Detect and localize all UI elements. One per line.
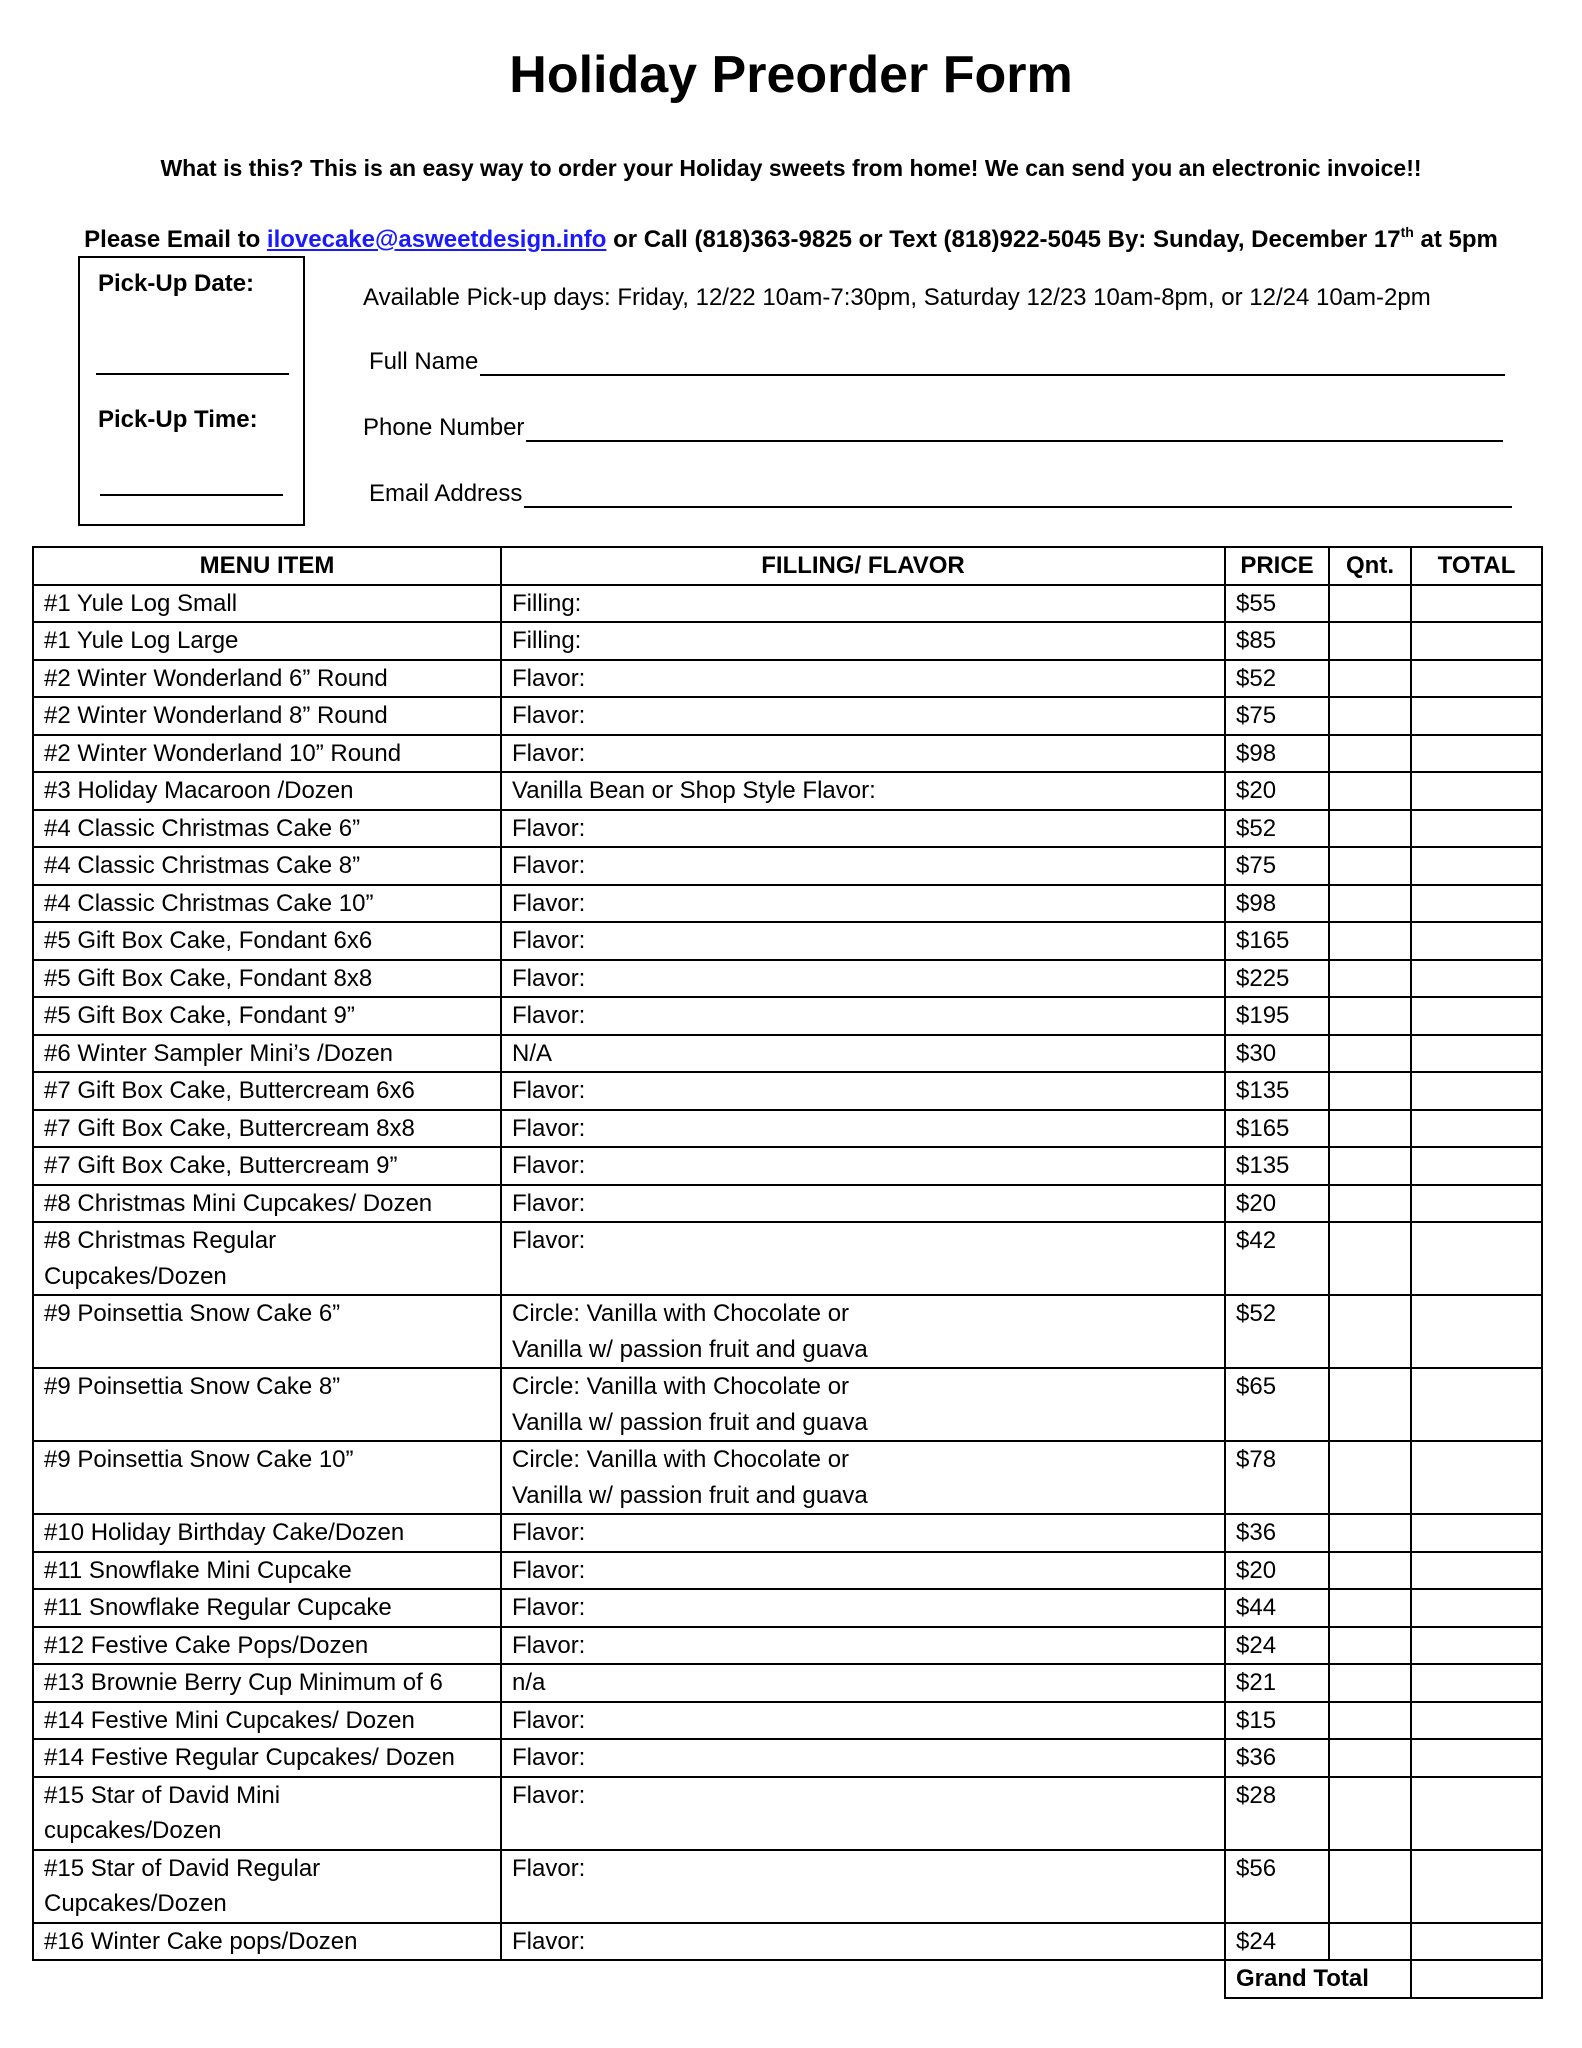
menu-item-cell (33, 922, 501, 960)
flavor-text: Flavor: (512, 1077, 586, 1104)
flavor-cell[interactable] (501, 1110, 1225, 1148)
total-cell[interactable] (1411, 622, 1542, 660)
total-cell[interactable] (1411, 1295, 1542, 1368)
header-price: PRICE (1225, 547, 1329, 585)
table-row (33, 1552, 1542, 1590)
total-cell[interactable] (1411, 697, 1542, 735)
table-row (33, 1072, 1542, 1110)
table-row (33, 1222, 1542, 1295)
price-cell: $24 (1225, 1923, 1329, 1961)
flavor-cell[interactable] (501, 1850, 1225, 1923)
flavor-cell[interactable] (501, 1295, 1225, 1368)
price-cell: $20 (1225, 1185, 1329, 1223)
flavor-text: Filling: (512, 627, 582, 654)
quantity-cell[interactable] (1329, 585, 1411, 623)
flavor-cell[interactable] (501, 1589, 1225, 1627)
quantity-cell[interactable] (1329, 1664, 1411, 1702)
flavor-text: Flavor: (512, 1631, 586, 1659)
quantity-cell[interactable] (1329, 1295, 1411, 1368)
price-cell: $52 (1225, 660, 1329, 698)
price-cell: $75 (1225, 697, 1329, 735)
phone-field[interactable] (363, 414, 1503, 442)
menu-item-cell (33, 960, 501, 998)
quantity-cell[interactable] (1329, 1222, 1411, 1295)
header-menu-item: MENU ITEM (33, 547, 501, 585)
price-cell: $75 (1225, 847, 1329, 885)
contact-prefix: Please Email to (84, 226, 261, 253)
price-cell: $24 (1225, 1627, 1329, 1665)
flavor-text: Flavor: (512, 1706, 586, 1734)
flavor-cell[interactable] (501, 1923, 1225, 1961)
menu-item-cell (33, 847, 501, 885)
table-row (33, 1923, 1542, 1961)
header-total: TOTAL (1411, 547, 1542, 585)
menu-item-text-2: cupcakes/Dozen (44, 1817, 222, 1844)
menu-item-text: #8 Christmas Regular (44, 1227, 277, 1254)
flavor-text: Flavor: (512, 1519, 586, 1546)
quantity-cell[interactable] (1329, 660, 1411, 698)
flavor-text: Flavor: (512, 927, 586, 954)
price-cell: $52 (1225, 810, 1329, 848)
flavor-text: Circle: Vanilla with Chocolate or (512, 1300, 850, 1327)
menu-item-cell (33, 1441, 501, 1514)
table-row (33, 735, 1542, 773)
menu-item-text: #5 Gift Box Cake, Fondant 9” (44, 1002, 355, 1029)
total-cell[interactable] (1411, 1923, 1542, 1961)
quantity-cell[interactable] (1329, 885, 1411, 923)
menu-item-text: #12 Festive Cake Pops/Dozen (44, 1631, 369, 1659)
menu-item-text: #6 Winter Sampler Mini’s /Dozen (44, 1039, 394, 1067)
header-qnt: Qnt. (1329, 547, 1411, 585)
quantity-cell[interactable] (1329, 622, 1411, 660)
grand-total-row (33, 1960, 1542, 1998)
total-cell[interactable] (1411, 735, 1542, 773)
pickup-time-line[interactable] (100, 494, 283, 496)
flavor-cell[interactable] (501, 960, 1225, 998)
total-cell[interactable] (1411, 660, 1542, 698)
total-cell[interactable] (1411, 772, 1542, 810)
menu-item-text: #9 Poinsettia Snow Cake 6” (44, 1300, 341, 1327)
pickup-date-label: Pick-Up Date: (98, 270, 255, 297)
flavor-cell[interactable] (501, 1702, 1225, 1740)
price-cell: $85 (1225, 622, 1329, 660)
flavor-text: Flavor: (512, 702, 586, 729)
table-header-row (33, 547, 1542, 585)
total-cell[interactable] (1411, 1110, 1542, 1148)
email-line[interactable] (524, 482, 1512, 508)
total-cell[interactable] (1411, 960, 1542, 998)
quantity-cell[interactable] (1329, 1923, 1411, 1961)
menu-item-cell (33, 660, 501, 698)
menu-item-text: #7 Gift Box Cake, Buttercream 9” (44, 1152, 398, 1179)
menu-item-text: #5 Gift Box Cake, Fondant 6x6 (44, 927, 373, 954)
table-row (33, 1295, 1542, 1368)
menu-item-cell (33, 772, 501, 810)
flavor-cell[interactable] (501, 622, 1225, 660)
total-cell[interactable] (1411, 1552, 1542, 1590)
price-cell: $135 (1225, 1072, 1329, 1110)
phone-line[interactable] (526, 416, 1503, 442)
total-cell[interactable] (1411, 1222, 1542, 1295)
menu-item-cell (33, 1739, 501, 1777)
price-cell: $98 (1225, 735, 1329, 773)
menu-item-cell (33, 1368, 501, 1441)
flavor-cell[interactable] (501, 1514, 1225, 1552)
total-cell[interactable] (1411, 847, 1542, 885)
flavor-text-2: Vanilla w/ passion fruit and guava (512, 1481, 868, 1509)
price-cell: $65 (1225, 1368, 1329, 1441)
quantity-cell[interactable] (1329, 960, 1411, 998)
price-cell: $36 (1225, 1739, 1329, 1777)
menu-item-text: #15 Star of David Regular (44, 1854, 321, 1882)
menu-item-cell (33, 1552, 501, 1590)
quantity-cell[interactable] (1329, 735, 1411, 773)
contact-sup: th (1400, 224, 1414, 240)
flavor-text: N/A (512, 1039, 553, 1067)
menu-item-text: #7 Gift Box Cake, Buttercream 6x6 (44, 1077, 415, 1104)
price-cell: $56 (1225, 1850, 1329, 1923)
pickup-box (78, 256, 305, 526)
flavor-cell[interactable] (501, 1147, 1225, 1185)
total-cell[interactable] (1411, 1441, 1542, 1514)
quantity-cell[interactable] (1329, 1739, 1411, 1777)
menu-item-text: #7 Gift Box Cake, Buttercream 8x8 (44, 1114, 415, 1142)
table-row (33, 922, 1542, 960)
menu-item-text: #16 Winter Cake pops/Dozen (44, 1927, 358, 1955)
flavor-cell[interactable] (501, 585, 1225, 623)
flavor-text: Flavor: (512, 1152, 586, 1179)
flavor-text: Flavor: (512, 1927, 586, 1955)
email-field[interactable] (369, 480, 1512, 508)
menu-item-cell (33, 885, 501, 923)
menu-item-cell (33, 1222, 501, 1295)
price-cell: $55 (1225, 585, 1329, 623)
table-row (33, 810, 1542, 848)
flavor-text: Flavor: (512, 964, 586, 992)
quantity-cell[interactable] (1329, 1627, 1411, 1665)
full-name-label: Full Name (369, 348, 479, 375)
price-cell: $20 (1225, 772, 1329, 810)
table-row (33, 847, 1542, 885)
table-row (33, 1035, 1542, 1073)
flavor-text: n/a (512, 1669, 546, 1696)
menu-item-cell (33, 1147, 501, 1185)
table-row (33, 1777, 1542, 1850)
table-row (33, 1441, 1542, 1514)
table-row (33, 660, 1542, 698)
total-cell[interactable] (1411, 1147, 1542, 1185)
quantity-cell[interactable] (1329, 772, 1411, 810)
price-cell: $28 (1225, 1777, 1329, 1850)
full-name-line[interactable] (480, 350, 1505, 376)
flavor-text: Flavor: (512, 1002, 586, 1029)
flavor-cell[interactable] (501, 1222, 1225, 1295)
full-name-field[interactable] (369, 348, 1505, 376)
header-flavor: FILLING/ FLAVOR (501, 547, 1225, 585)
flavor-text: Vanilla Bean or Shop Style Flavor: (512, 777, 876, 804)
menu-item-cell (33, 1777, 501, 1850)
flavor-text-2: Vanilla w/ passion fruit and guava (512, 1408, 868, 1436)
price-cell: $225 (1225, 960, 1329, 998)
menu-item-cell (33, 1664, 501, 1702)
flavor-text: Circle: Vanilla with Chocolate or (512, 1373, 850, 1400)
menu-item-cell (33, 1072, 501, 1110)
grand-total-value[interactable] (1411, 1960, 1542, 1998)
pickup-date-line[interactable] (96, 373, 289, 375)
menu-table (32, 546, 1543, 1999)
menu-item-cell (33, 1589, 501, 1627)
price-cell: $15 (1225, 1702, 1329, 1740)
menu-item-cell (33, 1702, 501, 1740)
quantity-cell[interactable] (1329, 1514, 1411, 1552)
table-row (33, 1702, 1542, 1740)
total-cell[interactable] (1411, 885, 1542, 923)
menu-item-cell (33, 585, 501, 623)
quantity-cell[interactable] (1329, 1368, 1411, 1441)
quantity-cell[interactable] (1329, 1035, 1411, 1073)
total-cell[interactable] (1411, 810, 1542, 848)
table-row (33, 1627, 1542, 1665)
total-cell[interactable] (1411, 1035, 1542, 1073)
flavor-text: Flavor: (512, 814, 586, 842)
flavor-cell[interactable] (501, 922, 1225, 960)
flavor-cell[interactable] (501, 660, 1225, 698)
menu-item-text: #11 Snowflake Regular Cupcake (44, 1594, 392, 1621)
form-title: Holiday Preorder Form (509, 46, 1073, 104)
total-cell[interactable] (1411, 1514, 1542, 1552)
pickup-time-label: Pick-Up Time: (98, 406, 258, 433)
table-row (33, 1664, 1542, 1702)
menu-item-text: #14 Festive Regular Cupcakes/ Dozen (44, 1744, 455, 1771)
table-row (33, 585, 1542, 623)
menu-item-text: #2 Winter Wonderland 10” Round (44, 739, 402, 767)
menu-item-text: #3 Holiday Macaroon /Dozen (44, 777, 354, 804)
menu-item-text: #8 Christmas Mini Cupcakes/ Dozen (44, 1189, 433, 1217)
total-cell[interactable] (1411, 1072, 1542, 1110)
flavor-cell[interactable] (501, 847, 1225, 885)
table-row (33, 1850, 1542, 1923)
menu-item-text: #13 Brownie Berry Cup Minimum of 6 (44, 1669, 443, 1696)
table-row (33, 697, 1542, 735)
price-cell: $30 (1225, 1035, 1329, 1073)
total-cell[interactable] (1411, 585, 1542, 623)
menu-item-cell (33, 622, 501, 660)
total-cell[interactable] (1411, 1664, 1542, 1702)
flavor-cell[interactable] (501, 735, 1225, 773)
quantity-cell[interactable] (1329, 1110, 1411, 1148)
flavor-cell[interactable] (501, 697, 1225, 735)
flavor-text: Flavor: (512, 1227, 586, 1254)
menu-item-cell (33, 810, 501, 848)
price-cell: $44 (1225, 1589, 1329, 1627)
flavor-cell[interactable] (501, 1072, 1225, 1110)
table-row (33, 1147, 1542, 1185)
price-cell: $165 (1225, 922, 1329, 960)
table-row (33, 772, 1542, 810)
price-cell: $165 (1225, 1110, 1329, 1148)
quantity-cell[interactable] (1329, 1185, 1411, 1223)
flavor-text: Flavor: (512, 1594, 586, 1621)
quantity-cell[interactable] (1329, 1702, 1411, 1740)
quantity-cell[interactable] (1329, 810, 1411, 848)
quantity-cell[interactable] (1329, 1552, 1411, 1590)
total-cell[interactable] (1411, 1368, 1542, 1441)
price-cell: $42 (1225, 1222, 1329, 1295)
quantity-cell[interactable] (1329, 1777, 1411, 1850)
menu-item-text: #11 Snowflake Mini Cupcake (44, 1556, 352, 1584)
menu-item-text: #9 Poinsettia Snow Cake 8” (44, 1373, 341, 1400)
flavor-cell[interactable] (501, 1627, 1225, 1665)
flavor-cell[interactable] (501, 1552, 1225, 1590)
price-cell: $36 (1225, 1514, 1329, 1552)
total-cell[interactable] (1411, 1627, 1542, 1665)
table-row (33, 997, 1542, 1035)
flavor-text-2: Vanilla w/ passion fruit and guava (512, 1335, 868, 1363)
menu-item-text: #1 Yule Log Large (44, 627, 239, 654)
flavor-cell[interactable] (501, 997, 1225, 1035)
email-label: Email Address (369, 480, 523, 507)
quantity-cell[interactable] (1329, 1850, 1411, 1923)
menu-item-cell (33, 1627, 501, 1665)
flavor-cell[interactable] (501, 1035, 1225, 1073)
menu-item-text: #2 Winter Wonderland 8” Round (44, 702, 388, 729)
flavor-cell[interactable] (501, 885, 1225, 923)
price-cell: $21 (1225, 1664, 1329, 1702)
menu-item-text: #4 Classic Christmas Cake 8” (44, 852, 361, 879)
email-link[interactable]: ilovecake@asweetdesign.info (266, 226, 607, 253)
contact-suffix: at 5pm (1420, 226, 1498, 253)
quantity-cell[interactable] (1329, 922, 1411, 960)
total-cell[interactable] (1411, 922, 1542, 960)
price-cell: $195 (1225, 997, 1329, 1035)
menu-item-cell (33, 1295, 501, 1368)
contact-line (0, 216, 1582, 256)
flavor-text: Flavor: (512, 1114, 586, 1142)
flavor-text: Flavor: (512, 1744, 586, 1771)
menu-item-text: #5 Gift Box Cake, Fondant 8x8 (44, 964, 373, 992)
quantity-cell[interactable] (1329, 697, 1411, 735)
flavor-text: Flavor: (512, 852, 586, 879)
menu-item-cell (33, 697, 501, 735)
menu-item-text: #15 Star of David Mini (44, 1781, 281, 1809)
menu-item-text: #4 Classic Christmas Cake 10” (44, 889, 374, 917)
total-cell[interactable] (1411, 997, 1542, 1035)
flavor-text: Flavor: (512, 664, 586, 692)
menu-item-cell (33, 1110, 501, 1148)
price-cell: $78 (1225, 1441, 1329, 1514)
flavor-text: Flavor: (512, 1556, 586, 1584)
menu-item-text: #10 Holiday Birthday Cake/Dozen (44, 1519, 405, 1546)
total-cell[interactable] (1411, 1739, 1542, 1777)
available-days: Available Pick-up days: Friday, 12/22 10am-7:30pm, Saturday 12/23 10am-8pm, or 12/24 10am-2pm (363, 284, 1431, 311)
table-row (33, 1368, 1542, 1441)
price-cell: $135 (1225, 1147, 1329, 1185)
table-row (33, 1589, 1542, 1627)
menu-body (33, 585, 1542, 1998)
menu-item-cell (33, 1035, 501, 1073)
table-row (33, 1514, 1542, 1552)
menu-item-cell (33, 1923, 501, 1961)
total-cell[interactable] (1411, 1850, 1542, 1923)
intro-text: What is this? This is an easy way to order your Holiday sweets from home! We can send you an electronic invoice!! (160, 155, 1422, 181)
table-row (33, 1185, 1542, 1223)
flavor-text: Flavor: (512, 889, 586, 917)
flavor-cell[interactable] (501, 1777, 1225, 1850)
menu-item-cell (33, 1514, 501, 1552)
menu-item-cell (33, 997, 501, 1035)
quantity-cell[interactable] (1329, 1441, 1411, 1514)
flavor-cell[interactable] (501, 810, 1225, 848)
flavor-text: Flavor: (512, 1189, 586, 1217)
total-cell[interactable] (1411, 1185, 1542, 1223)
price-cell: $98 (1225, 885, 1329, 923)
flavor-text: Flavor: (512, 739, 586, 767)
menu-item-text: #1 Yule Log Small (44, 589, 238, 617)
phone-label: Phone Number (363, 414, 525, 441)
menu-item-text: #4 Classic Christmas Cake 6” (44, 814, 361, 842)
grand-total-label: Grand Total (1225, 1960, 1411, 1998)
menu-item-text: #9 Poinsettia Snow Cake 10” (44, 1446, 354, 1473)
flavor-cell[interactable] (501, 1185, 1225, 1223)
table-row (33, 622, 1542, 660)
quantity-cell[interactable] (1329, 997, 1411, 1035)
flavor-cell[interactable] (501, 1739, 1225, 1777)
flavor-cell[interactable] (501, 772, 1225, 810)
flavor-cell[interactable] (501, 1368, 1225, 1441)
flavor-cell[interactable] (501, 1441, 1225, 1514)
flavor-cell[interactable] (501, 1664, 1225, 1702)
table-row (33, 1739, 1542, 1777)
menu-item-text: #14 Festive Mini Cupcakes/ Dozen (44, 1706, 415, 1734)
quantity-cell[interactable] (1329, 1589, 1411, 1627)
table-row (33, 1110, 1542, 1148)
menu-item-cell (33, 1185, 501, 1223)
table-row (33, 885, 1542, 923)
contact-middle: or Call (818)363-9825 or Text (818)922-5045 By: Sunday, December 17 (613, 226, 1401, 253)
flavor-text: Flavor: (512, 1854, 586, 1882)
menu-item-text-2: Cupcakes/Dozen (44, 1890, 227, 1917)
quantity-cell[interactable] (1329, 1072, 1411, 1110)
menu-item-cell (33, 1850, 501, 1923)
total-cell[interactable] (1411, 1589, 1542, 1627)
flavor-text: Flavor: (512, 1781, 586, 1809)
menu-item-text: #2 Winter Wonderland 6” Round (44, 664, 388, 692)
menu-item-cell (33, 735, 501, 773)
total-cell[interactable] (1411, 1777, 1542, 1850)
price-cell: $20 (1225, 1552, 1329, 1590)
flavor-text: Filling: (512, 589, 582, 617)
grand-total-spacer (33, 1960, 1225, 1998)
price-cell: $52 (1225, 1295, 1329, 1368)
flavor-text: Circle: Vanilla with Chocolate or (512, 1446, 850, 1473)
total-cell[interactable] (1411, 1702, 1542, 1740)
menu-item-text-2: Cupcakes/Dozen (44, 1262, 227, 1290)
quantity-cell[interactable] (1329, 1147, 1411, 1185)
quantity-cell[interactable] (1329, 847, 1411, 885)
table-row (33, 960, 1542, 998)
